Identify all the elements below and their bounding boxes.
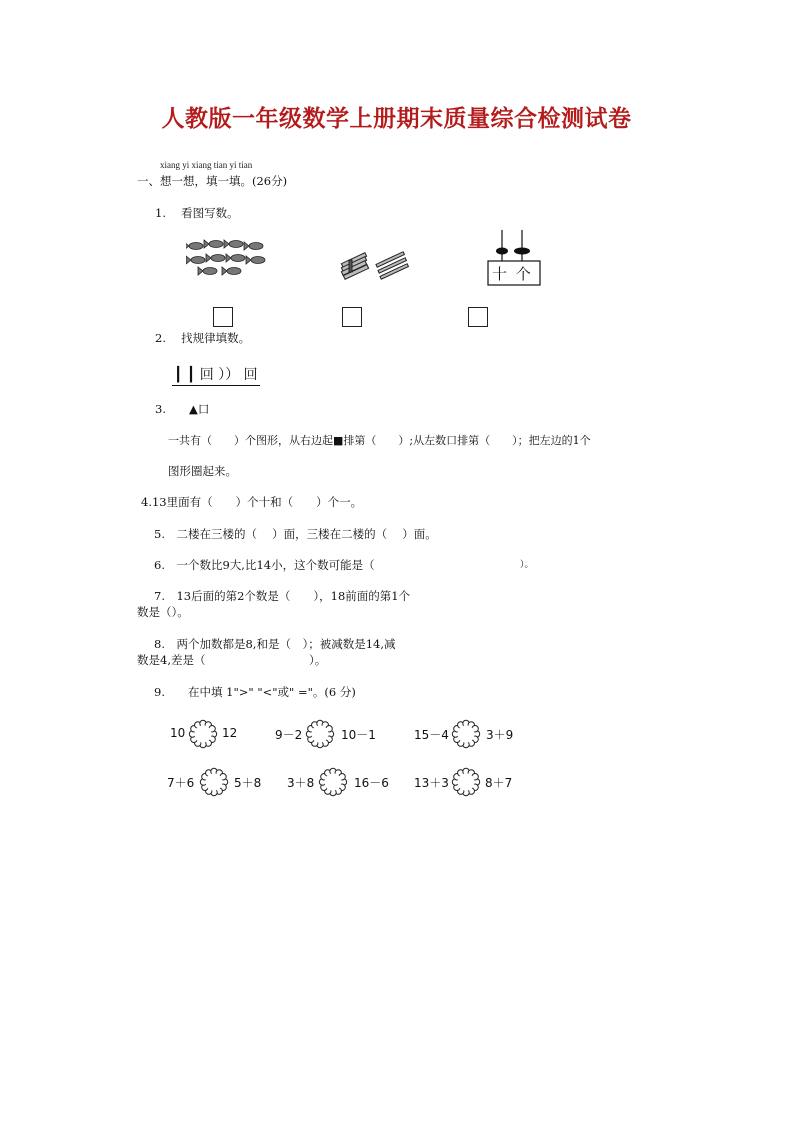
section-heading: 一、想一想，填一填。(26分): [137, 174, 288, 188]
fish-icon: [246, 256, 265, 264]
q2-pattern: ┃ ┃ 回 ）） 回: [172, 364, 260, 386]
flower-circle-icon: [199, 767, 229, 797]
fish-picture: [186, 238, 266, 278]
flower-circle-icon: [305, 719, 335, 749]
fish-icon: [204, 240, 223, 248]
q6-end: ）。: [520, 560, 534, 570]
answer-box-fish[interactable]: [213, 307, 233, 327]
sticks-picture: [337, 248, 415, 280]
flower-answer-slot[interactable]: [451, 719, 481, 753]
flower-answer-slot[interactable]: [318, 767, 348, 801]
compare-left: 13＋3: [414, 776, 449, 790]
q1-label: 1. 看图写数。: [155, 206, 239, 220]
fish-icon: [186, 256, 205, 264]
fish-icon: [206, 254, 225, 262]
fish-icon: [222, 267, 241, 275]
compare-right: 12: [222, 726, 238, 740]
flower-center: [205, 773, 222, 790]
q7-line1: 7. 13后面的第2个数是（ ），18前面的第1个: [154, 589, 411, 603]
flower-answer-slot[interactable]: [199, 767, 229, 801]
compare-right: 16－6: [354, 776, 389, 790]
flower-center: [324, 773, 341, 790]
q8-line2: 数是4,差是（ ）。: [137, 653, 327, 667]
flower-answer-slot[interactable]: [305, 719, 335, 753]
q6-text: 6. 一个数比9大,比14小，这个数可能是（: [154, 558, 375, 572]
flower-center: [194, 725, 211, 742]
flower-center: [457, 773, 474, 790]
fish-icon: [244, 242, 263, 250]
fish-icon: [224, 240, 243, 248]
fish-icon: [198, 267, 217, 275]
compare-right: 10－1: [341, 728, 376, 742]
q8-line1: 8. 两个加数都是8,和是（ ）；被减数是14,减: [154, 637, 396, 651]
flower-circle-icon: [451, 767, 481, 797]
q3-label: 3. ▲口: [155, 402, 210, 416]
compare-left: 15－4: [414, 728, 449, 742]
compare-left: 3＋8: [287, 776, 315, 790]
bead-icon: [514, 248, 530, 255]
fish-icon: [186, 242, 203, 250]
q7-line2: 数是（）。: [137, 605, 189, 619]
compare-right: 8＋7: [485, 776, 513, 790]
flower-circle-icon: [188, 719, 218, 749]
q2-label: 2. 找规律填数。: [155, 331, 251, 345]
fish-icon: [226, 254, 245, 262]
flower-circle-icon: [318, 767, 348, 797]
flower-answer-slot[interactable]: [188, 719, 218, 753]
flower-answer-slot[interactable]: [451, 767, 481, 801]
compare-right: 5＋8: [234, 776, 262, 790]
flower-circle-icon: [451, 719, 481, 749]
q4-text: 4.13里面有（ ）个十和（ ）个一。: [141, 495, 363, 509]
answer-box-sticks[interactable]: [342, 307, 362, 327]
answer-box-abacus[interactable]: [468, 307, 488, 327]
page-title: 人教版一年级数学上册期末质量综合检测试卷: [161, 105, 632, 132]
q5-text: 5. 二楼在三楼的（ ）面，三楼在二楼的（ ）面。: [154, 527, 437, 541]
bead-icon: [496, 248, 508, 255]
q3-line2: 图形圈起来。: [168, 464, 237, 478]
section-pinyin: xiang yi xiang tian yi tian: [160, 160, 253, 170]
compare-left: 9－2: [275, 728, 303, 742]
flower-center: [457, 725, 474, 742]
single-sticks-icon: [376, 252, 408, 279]
compare-left: 10: [170, 726, 186, 740]
compare-left: 7＋6: [167, 776, 195, 790]
q3-line1: 一共有（ ）个图形，从右边起■排第（ ）;从左数口排第（ ）；把左边的1个: [168, 434, 591, 447]
q9-label: 9. 在中填 1">" "<"或" ="。(6 分): [154, 685, 356, 699]
compare-right: 3＋9: [486, 728, 514, 742]
flower-center: [311, 725, 328, 742]
abacus-label: 十 个: [492, 265, 533, 283]
stick-bundle-icon: [341, 253, 368, 280]
